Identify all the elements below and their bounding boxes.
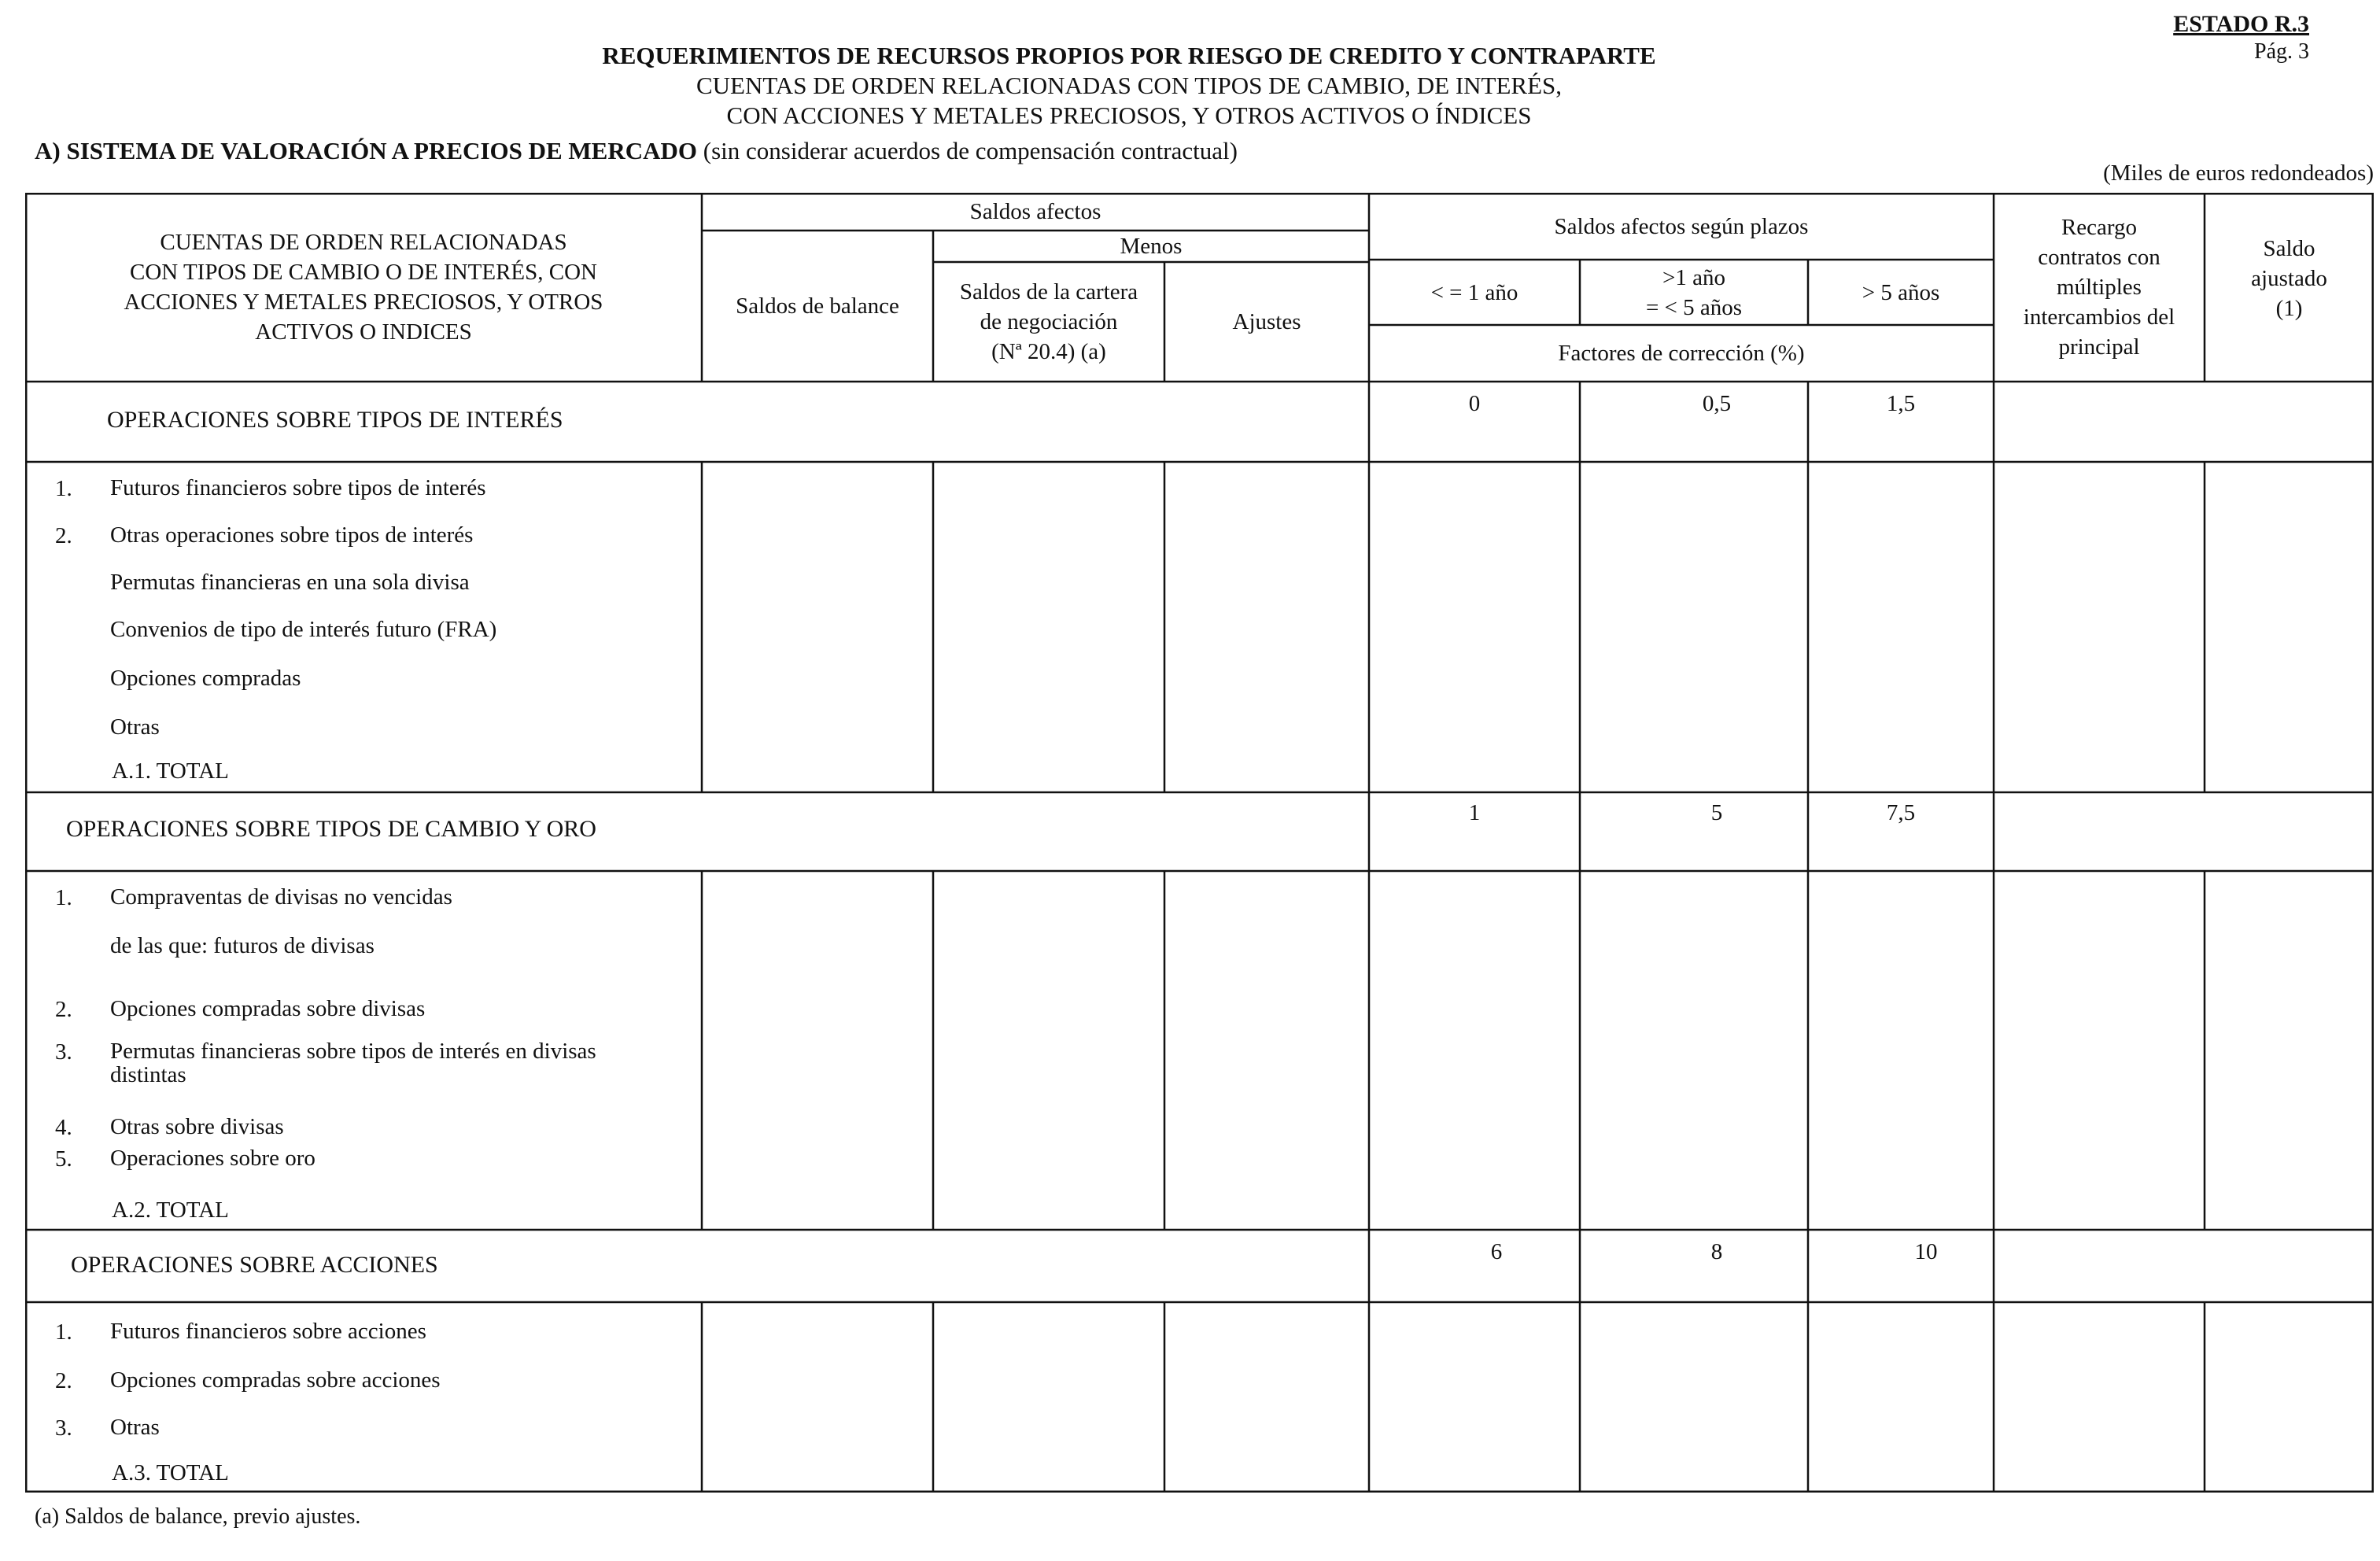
section-title-cambio-oro: OPERACIONES SOBRE TIPOS DE CAMBIO Y ORO — [66, 816, 596, 842]
row-label: de las que: futuros de divisas — [110, 933, 375, 958]
factores-header: Factores de corrección (%) — [1558, 341, 1805, 366]
ajustes-header: Ajustes — [1232, 309, 1301, 334]
row-label: Operaciones sobre oro — [110, 1146, 315, 1171]
row-total: A.2. TOTAL — [112, 1198, 229, 1223]
section-heading — [35, 137, 1238, 165]
row-label: Otras — [110, 1415, 160, 1440]
factor-value: 7,5 — [1886, 800, 1916, 825]
saldos-balance-header: Saldos de balance — [736, 293, 899, 319]
row-label: Permutas financieras sobre tipos de interés en divisas — [110, 1039, 596, 1064]
factor-value: 1 — [1468, 800, 1481, 825]
row-label: Convenios de tipo de interés futuro (FRA) — [110, 617, 497, 642]
section-title-interes: OPERACIONES SOBRE TIPOS DE INTERÉS — [107, 407, 563, 433]
table-lines — [25, 193, 2374, 1493]
row-total: A.3. TOTAL — [112, 1460, 229, 1485]
row-total: A.1. TOTAL — [112, 758, 229, 784]
row-label: Otras operaciones sobre tipos de interés — [110, 522, 474, 548]
recargo-line2: contratos con — [2038, 245, 2160, 270]
plazo-2-header — [1580, 260, 1808, 325]
plazos-header: Saldos afectos según plazos — [1554, 213, 1809, 239]
row-number: 2. — [55, 1368, 72, 1393]
menos-header: Menos — [1120, 234, 1183, 259]
ajustado-line1: Saldo — [2263, 236, 2315, 261]
plazo-2-line1: >1 año — [1662, 264, 1725, 290]
row-number: 1. — [55, 885, 72, 910]
concept-header-line4: ACTIVOS O INDICES — [255, 319, 472, 345]
cartera-header-line1: Saldos de la cartera — [959, 279, 1138, 304]
recargo-header — [1994, 193, 2205, 382]
recargo-line4: intercambios del — [2023, 304, 2175, 330]
plazo-2-line2: = < 5 años — [1645, 294, 1743, 320]
ajustado-line2: ajustado — [2251, 266, 2327, 291]
concept-column-header — [25, 193, 702, 382]
document-title: REQUERIMIENTOS DE RECURSOS PROPIOS POR RIESGO DE CREDITO Y CONTRAPARTE — [602, 42, 1656, 69]
factor-value: 1,5 — [1886, 391, 1916, 416]
row-label: Otras — [110, 714, 160, 740]
factor-value: 0 — [1468, 391, 1481, 416]
row-number: 1. — [55, 1319, 72, 1345]
plazo-1-header: < = 1 año — [1430, 279, 1518, 305]
document-subtitle-line2: CON ACCIONES Y METALES PRECIOSOS, Y OTROS ACTIVOS O ÍNDICES — [726, 101, 1532, 129]
saldos-afectos-header: Saldos afectos — [969, 199, 1101, 224]
plazo-3-header: > 5 años — [1862, 279, 1940, 305]
section-title-acciones: OPERACIONES SOBRE ACCIONES — [71, 1252, 438, 1278]
row-label: Futuros financieros sobre acciones — [110, 1319, 426, 1344]
factor-value: 8 — [1710, 1239, 1723, 1264]
form-code: ESTADO R.3 — [2173, 11, 2309, 37]
recargo-line1: Recargo — [2061, 215, 2138, 240]
recargo-line3: múltiples — [2057, 275, 2142, 300]
row-number: 2. — [55, 523, 72, 548]
row-label: Opciones compradas — [110, 666, 301, 691]
row-label-continuation: distintas — [110, 1062, 186, 1087]
row-label: Permutas financieras en una sola divisa — [110, 570, 470, 595]
section-heading-bold: A) SISTEMA DE VALORACIÓN A PRECIOS DE MERCADO — [35, 137, 698, 164]
concept-header-line3: ACCIONES Y METALES PRECIOSOS, Y OTROS — [124, 290, 603, 315]
row-label: Opciones compradas sobre acciones — [110, 1367, 441, 1393]
row-number: 2. — [55, 997, 72, 1022]
concept-header-line2: CON TIPOS DE CAMBIO O DE INTERÉS, CON — [130, 260, 597, 285]
factor-value: 5 — [1710, 800, 1723, 825]
requirements-table — [25, 193, 2374, 1493]
row-number: 4. — [55, 1115, 72, 1140]
row-number: 3. — [55, 1039, 72, 1065]
cartera-header-line2: de negociación — [980, 309, 1118, 334]
row-label: Compraventas de divisas no vencidas — [110, 884, 452, 910]
row-number: 3. — [55, 1415, 72, 1441]
factor-value: 0,5 — [1702, 391, 1732, 416]
recargo-line5: principal — [2058, 334, 2140, 360]
saldo-ajustado-header — [2205, 193, 2374, 382]
row-number: 1. — [55, 476, 72, 501]
factor-value: 6 — [1490, 1239, 1503, 1264]
footnote: (a) Saldos de balance, previo ajustes. — [35, 1504, 361, 1529]
concept-header-line1: CUENTAS DE ORDEN RELACIONADAS — [160, 230, 567, 255]
document-subtitle-line1: CUENTAS DE ORDEN RELACIONADAS CON TIPOS DE CAMBIO, DE INTERÉS, — [696, 72, 1563, 99]
cartera-header-line3: (Nª 20.4) (a) — [991, 339, 1106, 364]
page-number: Pág. 3 — [2254, 39, 2309, 64]
units-note: (Miles de euros redondeados) — [2103, 161, 2374, 186]
row-label: Futuros financieros sobre tipos de interés — [110, 475, 486, 500]
row-number: 5. — [55, 1146, 72, 1172]
ajustado-line3: (1) — [2275, 296, 2303, 321]
row-label: Otras sobre divisas — [110, 1114, 284, 1139]
factor-value: 10 — [1914, 1239, 1938, 1264]
section-heading-note: (sin considerar acuerdos de compensación contractual) — [697, 137, 1238, 164]
cartera-negociacion-header — [933, 262, 1164, 382]
row-label: Opciones compradas sobre divisas — [110, 996, 426, 1021]
